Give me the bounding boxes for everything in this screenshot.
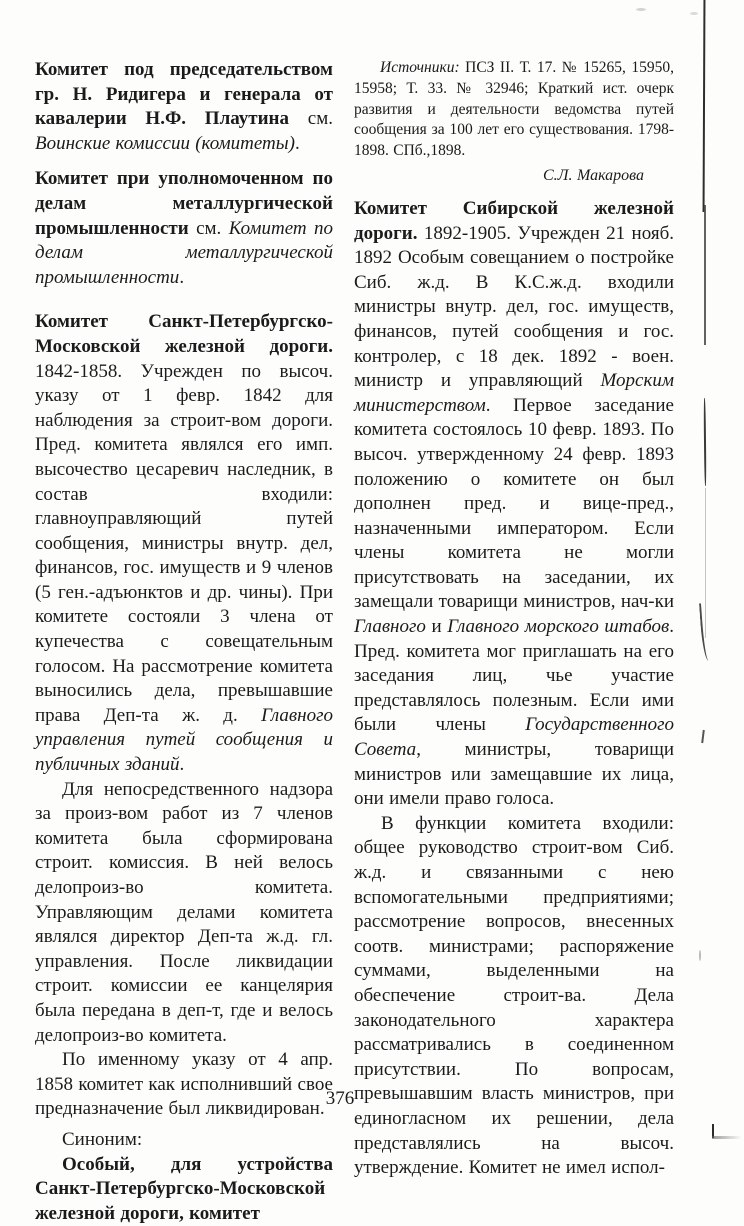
- entry-komitet-pri-upolnomochennom: [35, 167, 333, 290]
- scan-smudge-top-right-2: [690, 12, 698, 15]
- text-run: Источники:: [380, 59, 466, 76]
- scan-edge-line-top: [703, 0, 706, 212]
- entry-komitet-sibirskoy-zheleznoy-dorogi: [354, 197, 674, 812]
- scan-smudge-top-right-1: [636, 8, 646, 11]
- scan-edge-line-middle: [704, 398, 707, 486]
- text-run: Синоним:: [62, 1128, 143, 1150]
- entry-komitet-spb-moskovskoy-zheleznoy-dorogi: [35, 310, 333, 777]
- text-run: С.Л. Макарова: [542, 166, 644, 184]
- text-run: Комитет Санкт-Петербургско-Московской железной дороги: [35, 311, 333, 357]
- scan-edge-squiggle: [699, 603, 711, 661]
- text-run: Воинские комиссии (комитеты): [35, 132, 295, 154]
- text-run: .: [179, 266, 185, 288]
- text-run: Комитет по делам металлургической промышленности: [35, 217, 334, 288]
- scan-edge-dot: [699, 950, 701, 961]
- text-run: Особый, для устройства Санкт-Петербургско-Московской железной дороги, комитет: [35, 1153, 333, 1224]
- paragraph-nadzor-stroit-komissiya: [35, 778, 333, 1049]
- text-run: .: [412, 222, 424, 244]
- scan-corner-mark-vertical: [712, 1124, 714, 1138]
- text-run: см.: [196, 217, 229, 239]
- text-run: , министры, товарищи министров или замещавшие их лица, они имели право голоса.: [354, 739, 674, 810]
- text-run: .: [328, 335, 333, 357]
- text-run: ПСЗ II. Т. 17. № 15265, 15950, 15958; Т. 33. № 32946; Краткий ист. очерк развития и деятельности ведомства путей сообщения за 100 лет его существования. 1798-1898. СПб.,1898.: [354, 59, 674, 160]
- text-run: По именному указу от 4 апр. 1858 комитет как исполнивший свое предназначение был ликвидирован.: [35, 1049, 333, 1120]
- text-run: Для непосредственного надзора за произ-вом работ из 7 членов комитета была сформирована строит. комиссия. В ней велось делопроиз-во комитета. Управляющим делами комитета являлся директор Деп-та ж.д. гл. управления. После ликвидации строит. комиссии ее канцелярия была передана в деп-т, где и велось делопроиз-во комитета.: [35, 778, 333, 1046]
- text-run: Главного морского штабов: [447, 616, 670, 638]
- paragraph-ukaz-1858-likvidirovan: [35, 1048, 333, 1122]
- scan-edge-tick: [701, 730, 705, 743]
- text-run: 1892-1905. Учрежден 21 нояб. 1892 Особым совещанием о постройке Сиб. ж.д. В К.С.ж.д. входили министры внутр. дел, гос. имуществ, финансов, путей сообщения и гос. контролер, с 18 дек. 1892 - воен. министр и управляющий: [354, 222, 674, 392]
- text-run: Государственного Совета: [354, 714, 674, 761]
- page-number: 376: [325, 1088, 355, 1109]
- text-run: В функции комитета входили: общее руководство строит-вом Сиб. ж.д. и связанными с нею вспомогательными предприятиями; рассмотрение вопросов, внесенных соотв. министрами; распоряжение суммами, выделенными на обеспечение строит-ва. Дела законодательного характера рассматривались в соединенном присутствии. По вопросам, превышавшим власть министров, при единогласном их решении, дела представлялись на высоч. утверждение. Комитет не имел испол-: [354, 812, 674, 1179]
- paragraph-funkcii-komiteta: [354, 812, 674, 1181]
- text-run: .: [179, 754, 185, 776]
- scan-corner-mark-horizontal: [712, 1136, 742, 1139]
- text-run: .: [294, 132, 300, 154]
- scan-edge-line-upper: [704, 205, 706, 345]
- author-signature: [354, 165, 674, 186]
- text-run: Главного управления путей сообщения и публичных зданий: [35, 704, 333, 776]
- text-run: 1842-1858. Учрежден по высоч. указу от 1 февр. 1842 для наблюдения за строит-вом дороги. Пред. комитета являлся его имп. высочество цесаревич наследник, в состав входили: главноуправляющий путей сообщения, министры внутр. дел, финансов, гос. имуществ и 9 членов (5 ген.-адъюнктов и др. чины). При комитете состояли 3 члена от купечества с совещательным голосом. На рассмотрение комитета выносились дела, превышавшие права Деп-та ж. д.: [35, 360, 333, 726]
- text-run: см.: [307, 108, 333, 130]
- entry-komitet-pod-predsedatelstvom: [35, 58, 333, 156]
- text-run: и: [425, 616, 448, 638]
- paragraph-sinonim-value: [35, 1153, 333, 1226]
- sources-paragraph: [354, 58, 674, 162]
- left-column: [35, 58, 333, 1226]
- text-run: . Первое заседание комитета состоялось 10 февр. 1893. По высоч. утвержденному 24 февр. 1893 положению о комитете он был дополнен пред. и вице-пред., назначенными императором. Если члены комитета не могли присутствовать на заседании, их замещали товарищи министров, нач-ки: [354, 394, 674, 613]
- right-column: [354, 58, 674, 1181]
- text-run: Морским министерством: [354, 370, 674, 416]
- text-run: Комитет при уполномоченном по делам металлургической промышленности: [35, 168, 333, 239]
- text-run: Главного: [354, 616, 426, 638]
- text-run: Комитет под председательством гр. Н. Ридигера и генерала от кавалерии Н.Ф. Плаутина: [35, 59, 333, 130]
- text-run: . Пред. комитета мог приглашать на его заседания лиц, чье участие представлялось полезным. Если ими были члены: [354, 616, 674, 736]
- paragraph-sinonim-label: [35, 1128, 333, 1153]
- scan-edge-line-faint: [705, 488, 706, 638]
- text-run: Комитет Сибирской железной дороги: [354, 197, 674, 244]
